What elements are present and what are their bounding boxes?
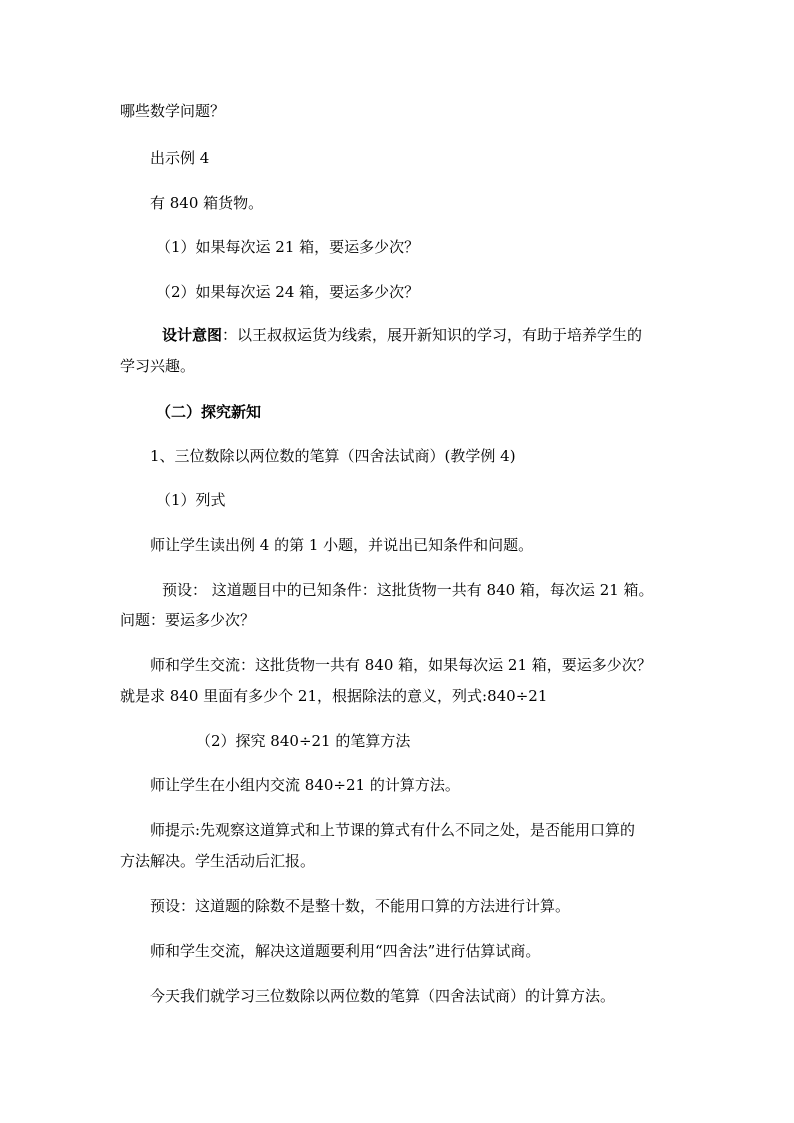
teacher-hint-line: 师提示:先观察这道算式和上节课的算式有什么不同之处，是否能用口算的 — [150, 821, 636, 839]
lesson-topic-line: 今天我们就学习三位数除以两位数的笔算（四舍法试商）的计算方法。 — [150, 987, 616, 1005]
step-1-heading: （1）列式 — [156, 491, 226, 509]
design-intent-line — [162, 325, 642, 345]
question-2-line: （2）如果每次运 24 箱，要运多少次？ — [156, 283, 420, 301]
question-1-line: （1）如果每次运 21 箱，要运多少次？ — [156, 238, 420, 256]
rounding-method-line: 师和学生交流，解决这道题要利用“四舍法”进行估算试商。 — [150, 942, 541, 960]
design-intent-label: 设计意图 — [162, 326, 223, 344]
teacher-instruction-line: 师让学生读出例 4 的第 1 小题，并说出已知条件和问题。 — [150, 536, 534, 554]
exchange-continuation: 就是求 840 里面有多少个 21，根据除法的意义，列式:840÷21 — [120, 687, 548, 705]
exchange-line: 师和学生交流：这批货物一共有 840 箱，如果每次运 21 箱，要运多少次？ — [150, 656, 652, 674]
step-2-heading: （2）探究 840÷21 的笔算方法 — [196, 732, 411, 750]
preset-line: 预设： 这道题目中的已知条件：这批货物一共有 840 箱，每次运 21 箱。 — [162, 581, 654, 599]
cargo-statement-line: 有 840 箱货物。 — [150, 194, 264, 212]
design-intent-continuation: 学习兴趣。 — [120, 357, 196, 375]
group-discussion-line: 师让学生在小组内交流 840÷21 的计算方法。 — [150, 776, 460, 794]
teacher-hint-continuation: 方法解决。学生活动后汇报。 — [120, 852, 316, 870]
design-intent-text: ：以王叔叔运货为线索，展开新知识的学习，有助于培养学生的 — [222, 326, 643, 344]
section-heading: （二）探究新知 — [156, 403, 262, 421]
question-continuation-line: 哪些数学问题？ — [120, 102, 226, 120]
topic-heading-line: 1、三位数除以两位数的笔算（四舍法试商）(教学例 4) — [150, 447, 516, 465]
example-heading-line: 出示例 4 — [150, 149, 210, 167]
preset-divisor-line: 预设：这道题的除数不是整十数，不能用口算的方法进行计算。 — [150, 897, 571, 915]
preset-question-line: 问题：要运多少次？ — [120, 611, 256, 629]
